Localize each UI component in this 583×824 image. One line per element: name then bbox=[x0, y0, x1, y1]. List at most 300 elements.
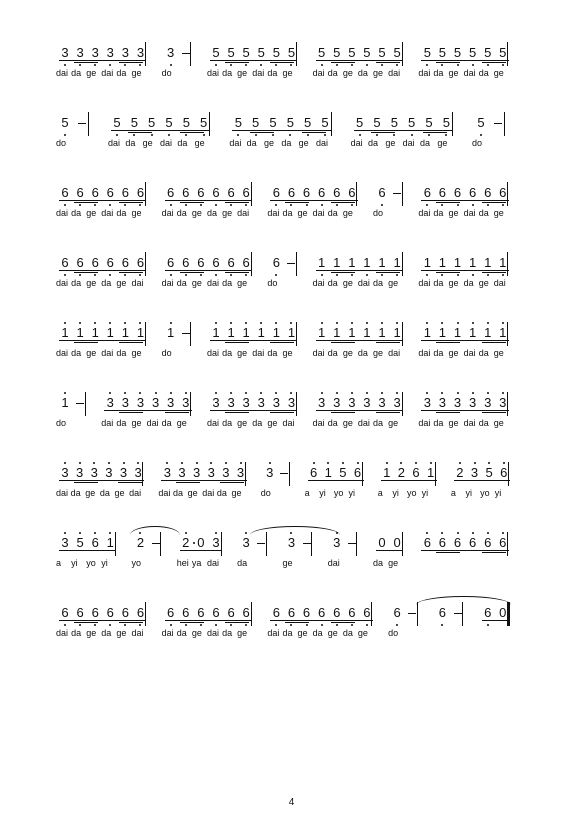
note-digit: 6 bbox=[272, 255, 280, 270]
note-digit: 6 bbox=[197, 255, 205, 270]
octave-dot bbox=[200, 624, 202, 626]
note-digit: 5 bbox=[477, 115, 485, 130]
lyric-syllable: ge bbox=[282, 558, 293, 568]
lyric-syllable: ge bbox=[237, 68, 248, 78]
note-digit: 6 bbox=[61, 185, 69, 200]
octave-dot bbox=[351, 322, 353, 324]
note-digit: 3 bbox=[287, 535, 296, 550]
note-digit: 6 bbox=[378, 185, 386, 200]
beam-line bbox=[104, 410, 191, 411]
octave-dot bbox=[185, 392, 187, 394]
note-digit: 5 bbox=[442, 115, 450, 130]
note-digit: 6 bbox=[121, 255, 129, 270]
note-digit: 6 bbox=[438, 185, 447, 200]
octave-dot bbox=[351, 204, 353, 206]
note-digit: 5 bbox=[468, 45, 477, 60]
note-digit: 6 bbox=[453, 185, 462, 200]
lyric-syllable: dai bbox=[206, 418, 219, 428]
note-digit: 1 bbox=[484, 325, 492, 340]
note-digit: 6 bbox=[468, 185, 477, 200]
note-digit: 6 bbox=[76, 255, 84, 270]
note-digit: 3 bbox=[363, 395, 371, 410]
note-digit: 3 bbox=[236, 465, 245, 480]
barline bbox=[142, 462, 143, 486]
note-digit: 6 bbox=[76, 185, 84, 200]
note-digit: 3 bbox=[136, 45, 145, 60]
note-digit: 6 bbox=[182, 185, 190, 200]
barline bbox=[296, 252, 297, 276]
beam-line bbox=[316, 60, 403, 61]
note-digit: 1 bbox=[167, 325, 175, 340]
lyric-syllable: dai bbox=[463, 418, 476, 428]
octave-dot bbox=[321, 64, 323, 66]
lyric-syllable: yi bbox=[319, 488, 326, 498]
note-digit: 3 bbox=[90, 465, 98, 480]
octave-dot bbox=[245, 322, 247, 324]
octave-dot bbox=[487, 322, 489, 324]
note-digit: 5 bbox=[182, 115, 190, 130]
octave-dot bbox=[170, 64, 172, 66]
duration-dash bbox=[287, 263, 295, 264]
beam-line bbox=[74, 342, 98, 343]
lyric-syllable: dai bbox=[206, 278, 219, 288]
note-digit: 5 bbox=[373, 115, 381, 130]
beam-line bbox=[308, 480, 364, 481]
note-digit: 5 bbox=[227, 45, 235, 60]
note-digit: 3 bbox=[333, 535, 341, 550]
note-digit: 5 bbox=[165, 115, 173, 130]
note-digit: 1 bbox=[318, 255, 326, 270]
note-digit: 3 bbox=[333, 395, 341, 410]
note-digit: 0 bbox=[499, 605, 507, 620]
note-digit: 6 bbox=[333, 185, 341, 200]
lyric-syllable: dai bbox=[206, 558, 219, 568]
octave-dot bbox=[230, 392, 232, 394]
lyric-syllable: da bbox=[176, 278, 187, 288]
beam-line bbox=[331, 342, 355, 343]
note-digit: 3 bbox=[136, 395, 145, 410]
lyric-syllable: da bbox=[357, 348, 368, 358]
note-digit: 6 bbox=[499, 535, 507, 550]
lyric-syllable: dai bbox=[418, 208, 431, 218]
beam-line bbox=[74, 482, 98, 483]
duration-dash bbox=[303, 543, 311, 544]
score-row bbox=[0, 536, 583, 596]
lyric-syllable: dai bbox=[56, 628, 69, 638]
note-digit: 5 bbox=[378, 45, 386, 60]
octave-dot bbox=[502, 204, 504, 206]
note-digit: 1 bbox=[383, 465, 391, 480]
lyric-syllable: yo bbox=[480, 488, 490, 498]
note-digit: 1 bbox=[378, 255, 386, 270]
note-digit: 6 bbox=[242, 185, 250, 200]
octave-dot bbox=[94, 532, 96, 534]
note-digit: 3 bbox=[178, 465, 186, 480]
lyric-syllable: da bbox=[161, 418, 172, 428]
octave-dot bbox=[502, 64, 504, 66]
lyric-syllable: ge bbox=[222, 208, 233, 218]
note-digit: 3 bbox=[227, 395, 235, 410]
lyric-syllable: da bbox=[116, 68, 127, 78]
octave-dot bbox=[64, 64, 66, 66]
note-digit: 3 bbox=[348, 395, 356, 410]
note-digit: 1 bbox=[438, 255, 447, 270]
lyric-syllable: dai bbox=[388, 68, 401, 78]
octave-dot bbox=[426, 392, 428, 394]
lyric-syllable: da bbox=[433, 418, 444, 428]
beam-line bbox=[354, 130, 453, 131]
lyric-syllable: dai bbox=[463, 208, 476, 218]
lyric-syllable: dai bbox=[252, 348, 265, 358]
beam-line bbox=[180, 202, 204, 203]
beam-line bbox=[59, 200, 146, 201]
note-digit: 3 bbox=[423, 395, 431, 410]
note-digit: 3 bbox=[121, 395, 129, 410]
note-digit: 3 bbox=[272, 395, 280, 410]
octave-dot bbox=[359, 134, 361, 136]
octave-dot bbox=[260, 322, 262, 324]
note-digit: 1 bbox=[61, 325, 69, 340]
lyric-syllable: da bbox=[177, 138, 188, 148]
note-digit: 1 bbox=[468, 325, 477, 340]
lyric-syllable: dai bbox=[312, 208, 325, 218]
lyric-syllable: da bbox=[222, 348, 233, 358]
lyric-syllable: ge bbox=[86, 348, 97, 358]
octave-dot bbox=[170, 392, 172, 394]
octave-dot bbox=[502, 392, 504, 394]
lyric-syllable: da bbox=[116, 418, 127, 428]
beam-line bbox=[128, 132, 152, 133]
octave-dot bbox=[459, 462, 461, 464]
lyric-syllable: ge bbox=[297, 208, 308, 218]
lyric-syllable: ge bbox=[267, 418, 278, 428]
octave-dot bbox=[170, 204, 172, 206]
beam-line bbox=[225, 202, 249, 203]
octave-dot bbox=[79, 322, 81, 324]
beam-line bbox=[285, 202, 309, 203]
beam-line bbox=[421, 200, 508, 201]
note-digit: 6 bbox=[318, 185, 326, 200]
beam-line bbox=[316, 410, 403, 411]
barline bbox=[507, 322, 508, 346]
beam-line bbox=[165, 270, 252, 271]
octave-dot bbox=[245, 532, 247, 534]
note-digit: 3 bbox=[151, 395, 160, 410]
lyric-syllable: da bbox=[463, 278, 474, 288]
note-digit: 6 bbox=[227, 255, 235, 270]
lyric-syllable: da bbox=[246, 138, 257, 148]
note-digit: 5 bbox=[272, 45, 280, 60]
barline bbox=[190, 322, 191, 346]
beam-line bbox=[436, 272, 460, 273]
lyric-syllable: ge bbox=[342, 418, 353, 428]
lyric-syllable: dai bbox=[131, 628, 144, 638]
lyric-syllable: ge bbox=[448, 208, 459, 218]
barline bbox=[160, 532, 161, 556]
barline bbox=[190, 42, 191, 66]
lyric-syllable: a bbox=[450, 488, 456, 498]
octave-dot bbox=[225, 462, 227, 464]
octave-dot bbox=[366, 64, 368, 66]
octave-dot bbox=[426, 64, 428, 66]
beam-line bbox=[270, 620, 373, 621]
octave-dot bbox=[324, 134, 326, 136]
lyric-syllable: ge bbox=[342, 278, 353, 288]
beam-line bbox=[180, 272, 204, 273]
note-digit: 3 bbox=[167, 395, 175, 410]
beam-line bbox=[74, 62, 98, 63]
note-digit: 5 bbox=[318, 45, 326, 60]
note-digit: 1 bbox=[427, 465, 435, 480]
lyric-syllable: ge bbox=[86, 628, 97, 638]
lyric-syllable: da bbox=[478, 68, 489, 78]
lyric-syllable: do bbox=[260, 488, 271, 498]
octave-dot bbox=[245, 392, 247, 394]
lyric-syllable: dai bbox=[146, 418, 159, 428]
octave-dot bbox=[109, 532, 111, 534]
note-digit: 5 bbox=[257, 45, 265, 60]
beam-line bbox=[118, 482, 142, 483]
lyric-syllable: dai bbox=[237, 208, 250, 218]
barline bbox=[402, 532, 403, 556]
lyric-syllable: ge bbox=[114, 488, 125, 498]
barline bbox=[145, 602, 146, 626]
octave-dot bbox=[503, 462, 505, 464]
note-digit: 6 bbox=[393, 605, 401, 620]
note-digit: 1 bbox=[378, 325, 386, 340]
lyric-syllable: da bbox=[478, 418, 489, 428]
note-digit: 6 bbox=[91, 185, 99, 200]
lyric-syllable: ge bbox=[85, 488, 96, 498]
note-digit: 6 bbox=[76, 605, 84, 620]
beam-line bbox=[482, 342, 506, 343]
octave-dot bbox=[502, 322, 504, 324]
beam-line bbox=[482, 620, 509, 621]
octave-dot bbox=[185, 134, 187, 136]
lyric-syllable: da bbox=[206, 208, 217, 218]
lyric-syllable: ge bbox=[131, 208, 142, 218]
lyric-syllable: da bbox=[176, 628, 187, 638]
note-digit: 5 bbox=[61, 115, 69, 130]
octave-dot bbox=[290, 64, 292, 66]
lyric-syllable: ge bbox=[448, 68, 459, 78]
octave-dot bbox=[170, 322, 172, 324]
lyric-syllable: dai bbox=[267, 628, 280, 638]
octave-dot bbox=[139, 204, 141, 206]
octave-dot bbox=[290, 322, 292, 324]
octave-dot bbox=[64, 462, 66, 464]
note-digit: 5 bbox=[499, 45, 507, 60]
note-digit: 6 bbox=[310, 465, 318, 480]
octave-dot bbox=[366, 322, 368, 324]
note-digit: 1 bbox=[106, 535, 114, 550]
octave-dot bbox=[215, 532, 217, 534]
note-digit: 1 bbox=[106, 325, 114, 340]
lyric-syllable: ge bbox=[388, 278, 399, 288]
lyric-syllable: ge bbox=[448, 348, 459, 358]
octave-dot bbox=[151, 134, 153, 136]
note-digit: 6 bbox=[302, 185, 311, 200]
lyric-syllable: dai bbox=[131, 278, 144, 288]
octave-dot bbox=[472, 532, 474, 534]
beam-line bbox=[250, 132, 274, 133]
score-row bbox=[0, 46, 583, 106]
barline bbox=[507, 392, 508, 416]
lyric-syllable: dai bbox=[312, 418, 325, 428]
octave-dot bbox=[472, 64, 474, 66]
octave-dot bbox=[108, 462, 110, 464]
octave-dot bbox=[170, 624, 172, 626]
beam-line bbox=[454, 480, 510, 481]
octave-dot bbox=[185, 624, 187, 626]
octave-dot bbox=[351, 624, 353, 626]
lyric-syllable: dai bbox=[418, 278, 431, 288]
duration-dash bbox=[76, 403, 84, 404]
lyric-syllable: dai bbox=[267, 208, 280, 218]
note-digit: 5 bbox=[453, 45, 462, 60]
lyric-syllable: hei bbox=[176, 558, 189, 568]
octave-dot bbox=[441, 392, 443, 394]
octave-dot bbox=[441, 532, 443, 534]
octave-dot bbox=[290, 624, 292, 626]
lyric-syllable: da bbox=[327, 208, 338, 218]
octave-dot bbox=[275, 322, 277, 324]
octave-dot bbox=[168, 134, 170, 136]
octave-dot bbox=[185, 204, 187, 206]
note-digit: 6 bbox=[106, 605, 114, 620]
barline bbox=[402, 42, 403, 66]
note-digit: 6 bbox=[121, 605, 129, 620]
octave-dot bbox=[215, 204, 217, 206]
beam-line bbox=[180, 550, 222, 551]
beam-line bbox=[225, 342, 249, 343]
note-digit: 3 bbox=[470, 465, 479, 480]
note-digit: 1 bbox=[438, 325, 447, 340]
note-digit: 5 bbox=[242, 45, 250, 60]
lyric-syllable: da bbox=[71, 628, 82, 638]
octave-dot bbox=[200, 274, 202, 276]
beam-line bbox=[165, 620, 252, 621]
octave-dot bbox=[139, 64, 141, 66]
score-row bbox=[0, 186, 583, 246]
note-digit: 5 bbox=[485, 465, 493, 480]
beam-line bbox=[423, 132, 447, 133]
note-digit: 1 bbox=[257, 325, 265, 340]
note-digit: 1 bbox=[212, 325, 220, 340]
note-digit: 3 bbox=[105, 465, 113, 480]
note-digit: 3 bbox=[207, 465, 215, 480]
note-digit: 6 bbox=[438, 605, 447, 620]
note-digit: 5 bbox=[76, 535, 84, 550]
note-digit: 6 bbox=[167, 185, 175, 200]
octave-dot bbox=[351, 64, 353, 66]
lyric-syllable: da bbox=[373, 278, 384, 288]
octave-dot bbox=[116, 134, 118, 136]
lyric-syllable: da bbox=[70, 488, 81, 498]
lyric-syllable: yi bbox=[392, 488, 399, 498]
octave-dot bbox=[472, 322, 474, 324]
note-digit: 6 bbox=[61, 255, 69, 270]
octave-dot bbox=[245, 204, 247, 206]
octave-dot bbox=[133, 134, 135, 136]
barline bbox=[145, 182, 146, 206]
note-digit: 5 bbox=[287, 45, 296, 60]
beam-line bbox=[302, 132, 326, 133]
note-digit: 3 bbox=[257, 395, 265, 410]
note-digit: 6 bbox=[91, 535, 99, 550]
octave-dot bbox=[230, 274, 232, 276]
octave-dot bbox=[381, 204, 383, 206]
note-digit: 5 bbox=[286, 115, 294, 130]
beam-line bbox=[111, 130, 210, 131]
duration-dash bbox=[182, 53, 190, 54]
octave-dot bbox=[230, 64, 232, 66]
note-digit: 5 bbox=[113, 115, 121, 130]
octave-dot bbox=[487, 624, 489, 626]
octave-dot bbox=[426, 274, 428, 276]
barline bbox=[356, 532, 357, 556]
note-digit: 5 bbox=[212, 45, 220, 60]
lyric-syllable: do bbox=[56, 418, 67, 428]
octave-dot bbox=[79, 532, 81, 534]
barline bbox=[507, 182, 508, 206]
octave-dot bbox=[109, 204, 111, 206]
octave-dot bbox=[185, 274, 187, 276]
lyric-syllable: a bbox=[56, 558, 62, 568]
note-digit: 6 bbox=[91, 605, 99, 620]
octave-dot bbox=[93, 462, 95, 464]
note-digit: 5 bbox=[148, 115, 156, 130]
lyric-syllable: yi bbox=[101, 558, 108, 568]
barline bbox=[507, 252, 508, 276]
barline bbox=[507, 602, 510, 626]
lyric-syllable: dai bbox=[161, 628, 174, 638]
note-digit: 3 bbox=[61, 45, 69, 60]
note-digit: 3 bbox=[242, 535, 250, 550]
lyric-syllable: do bbox=[388, 628, 399, 638]
octave-dot bbox=[386, 462, 388, 464]
beam-line bbox=[371, 132, 395, 133]
octave-dot bbox=[472, 274, 474, 276]
octave-dot bbox=[430, 462, 432, 464]
note-digit: 6 bbox=[136, 185, 145, 200]
octave-dot bbox=[396, 64, 398, 66]
lyric-syllable: dai bbox=[206, 628, 219, 638]
note-digit: 6 bbox=[484, 535, 492, 550]
octave-dot bbox=[381, 274, 383, 276]
octave-dot bbox=[487, 532, 489, 534]
note-digit: 5 bbox=[252, 115, 260, 130]
octave-dot bbox=[255, 134, 257, 136]
score-row bbox=[0, 396, 583, 456]
barline bbox=[435, 462, 436, 486]
note-digit: 6 bbox=[423, 185, 431, 200]
note-digit: 3 bbox=[163, 465, 171, 480]
octave-dot bbox=[336, 204, 338, 206]
lyric-syllable: ge bbox=[142, 138, 153, 148]
barline bbox=[296, 392, 297, 416]
beam-line bbox=[376, 342, 400, 343]
octave-dot bbox=[366, 624, 368, 626]
lyric-syllable: yo bbox=[131, 558, 141, 568]
duration-dash bbox=[408, 613, 416, 614]
note-digit: 1 bbox=[348, 255, 356, 270]
lyric-syllable: da bbox=[116, 208, 127, 218]
octave-dot bbox=[139, 392, 141, 394]
octave-dot bbox=[400, 462, 402, 464]
note-digit: 3 bbox=[61, 535, 69, 550]
note-digit: 6 bbox=[348, 185, 356, 200]
